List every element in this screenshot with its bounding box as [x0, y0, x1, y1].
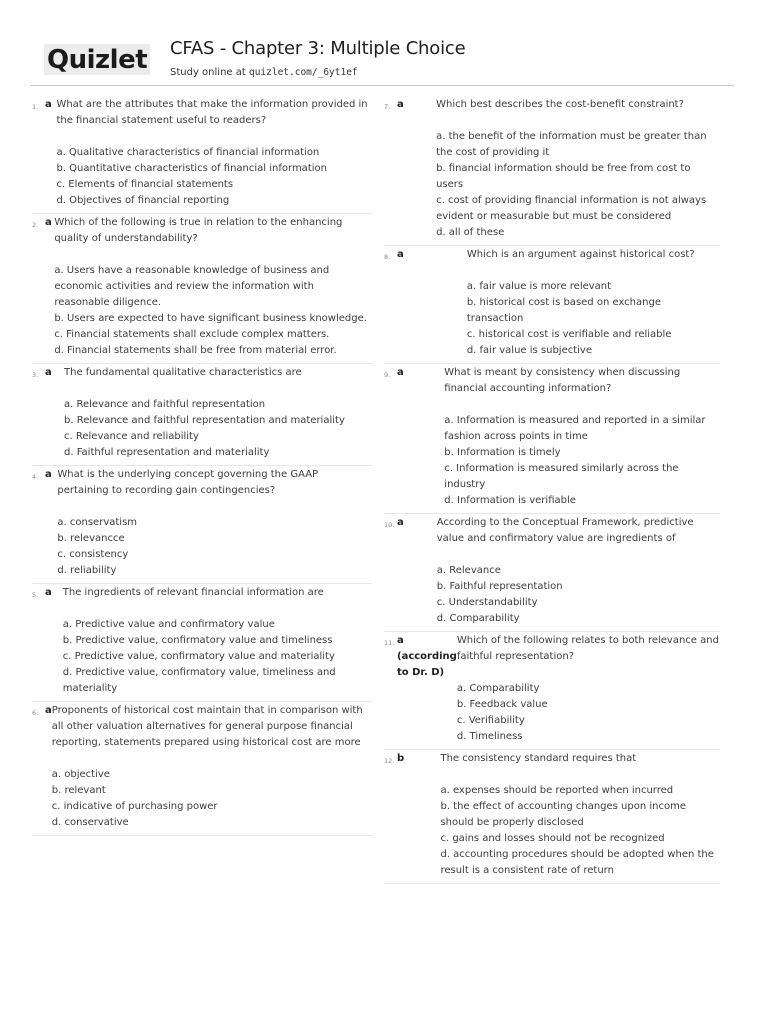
answer-option: d. accounting procedures should be adopted when the result is a consistent rate of return	[440, 849, 714, 876]
answer-option: b. relevancce	[57, 533, 125, 544]
question-text: According to the Conceptual Framework, predictive value and confirmatory value are ingredients of	[436, 517, 694, 544]
question-row	[384, 632, 720, 750]
answer-option: b. Quantitative characteristics of financial information	[56, 163, 327, 174]
answer-option: d. reliability	[57, 565, 117, 576]
answer-option: c. consistency	[57, 549, 129, 560]
answer-option: d. Information is verifiable	[444, 495, 576, 506]
answer-option: b. financial information should be free from cost to users	[436, 163, 691, 190]
left-question-column	[32, 96, 372, 836]
answer-option: c. indicative of purchasing power	[51, 801, 218, 812]
question-body	[64, 365, 372, 461]
answer-option: c. gains and losses should not be recognized	[440, 833, 665, 844]
answer-option: d. Timeliness	[456, 731, 523, 742]
question-text: Which of the following relates to both relevance and faithful representation?	[456, 635, 719, 662]
answer-option: a. Information is measured and reported in a similar fashion across points in time	[444, 415, 706, 442]
question-text: What is meant by consistency when discussing financial accounting information?	[444, 367, 681, 394]
answer-option: b. Faithful representation	[436, 581, 563, 592]
answer-option: d. all of these	[436, 227, 505, 238]
question-row	[384, 514, 720, 632]
question-row	[384, 96, 720, 246]
question-row	[32, 96, 372, 214]
question-body	[440, 751, 720, 879]
answer-key: a (according to Dr. D)	[397, 635, 457, 678]
answer-option: c. Predictive value, confirmatory value and materiality	[62, 651, 335, 662]
answer-option: a. Comparability	[456, 683, 540, 694]
question-text: What are the attributes that make the information provided in the financial statement useful to readers?	[56, 99, 368, 126]
answer-option: a. conservatism	[57, 517, 138, 528]
answer-option: a. Users have a reasonable knowledge of business and economic activities and review the information with reasonable diligence.	[54, 265, 330, 308]
question-text: The consistency standard requires that	[440, 753, 637, 764]
answer-option: c. cost of providing financial information is not always evident or measurable but must be considered	[436, 195, 707, 222]
quizlet-logo: Quizlet	[44, 44, 150, 75]
question-text: The fundamental qualitative characteristics are	[64, 367, 302, 378]
question-text: Proponents of historical cost maintain that in comparison with all other valuation alternatives for general purpose financial reporting, statements prepared using historical cost are more	[51, 705, 363, 748]
study-online-label: Study online at	[170, 67, 246, 78]
question-number: 12.	[384, 757, 395, 765]
study-online-line	[170, 66, 358, 80]
answer-option: d. conservative	[51, 817, 129, 828]
page-header	[0, 0, 768, 88]
answer-key: a	[397, 367, 404, 378]
question-text: Which best describes the cost-benefit constraint?	[436, 99, 684, 110]
answer-option: c. Elements of financial statements	[56, 179, 234, 190]
question-number: 10.	[384, 521, 395, 529]
answer-option: a. Relevance	[436, 565, 501, 576]
answer-option: b. Information is timely	[444, 447, 561, 458]
answer-key: b	[397, 753, 405, 764]
question-number: 3.	[32, 371, 39, 379]
answer-option: d. Comparability	[436, 613, 520, 624]
question-row	[32, 214, 372, 364]
question-body	[457, 633, 720, 745]
answer-option: b. Predictive value, confirmatory value and timeliness	[62, 635, 333, 646]
question-number: 5.	[32, 591, 39, 599]
answer-key: a	[45, 587, 52, 598]
question-number: 2.	[32, 221, 39, 229]
answer-option: a. the benefit of the information must be greater than the cost of providing it	[436, 131, 707, 158]
answer-key: a	[45, 217, 52, 228]
question-body	[437, 515, 720, 627]
question-number: 6.	[32, 709, 39, 717]
question-body	[63, 585, 372, 697]
answer-key: a	[45, 705, 52, 716]
answer-option: a. objective	[51, 769, 110, 780]
answer-key: a	[45, 367, 52, 378]
question-body	[436, 97, 720, 241]
answer-option: d. Objectives of financial reporting	[56, 195, 230, 206]
answer-key: a	[45, 99, 52, 110]
answer-key: a	[397, 249, 404, 260]
answer-option: b. Users are expected to have significant business knowledge.	[54, 313, 367, 324]
question-row	[384, 246, 720, 364]
question-body	[52, 703, 372, 831]
answer-option: b. Relevance and faithful representation and materiality	[64, 415, 345, 426]
question-row	[384, 750, 720, 884]
answer-option: c. Understandability	[436, 597, 538, 608]
answer-key: a	[397, 99, 404, 110]
question-text: What is the underlying concept governing the GAAP pertaining to recording gain contingencies?	[57, 469, 319, 496]
answer-key: a	[45, 469, 52, 480]
question-number: 11.	[384, 639, 395, 647]
answer-option: a. Predictive value and confirmatory value	[62, 619, 275, 630]
question-row	[32, 364, 372, 466]
question-body	[467, 247, 720, 359]
answer-option: c. Information is measured similarly across the industry	[444, 463, 679, 490]
question-row	[384, 364, 720, 514]
answer-option: b. the effect of accounting changes upon income should be properly disclosed	[440, 801, 686, 828]
answer-option: b. relevant	[51, 785, 106, 796]
question-text: The ingredients of relevant financial information are	[62, 587, 324, 598]
answer-key: a	[397, 517, 404, 528]
answer-option: c. Financial statements shall exclude complex matters.	[54, 329, 330, 340]
answer-option: a. fair value is more relevant	[466, 281, 612, 292]
answer-option: c. Verifiability	[456, 715, 525, 726]
question-number: 7.	[384, 103, 391, 111]
question-number: 8.	[384, 253, 391, 261]
answer-option: d. Faithful representation and materiality	[64, 447, 270, 458]
answer-option: a. expenses should be reported when incurred	[440, 785, 674, 796]
question-row	[32, 584, 372, 702]
answer-option: c. Relevance and reliability	[64, 431, 199, 442]
question-body	[54, 215, 372, 359]
answer-option: d. Financial statements shall be free from material error.	[54, 345, 337, 356]
header-divider	[30, 85, 734, 86]
answer-option: a. Relevance and faithful representation	[64, 399, 266, 410]
right-question-column	[384, 96, 720, 884]
question-body	[444, 365, 720, 509]
question-number: 4.	[32, 473, 39, 481]
answer-option: a. Qualitative characteristics of financial information	[56, 147, 320, 158]
answer-option: d. Predictive value, confirmatory value, timeliness and materiality	[62, 667, 336, 694]
question-number: 1.	[32, 103, 39, 111]
answer-option: b. Feedback value	[456, 699, 548, 710]
question-body	[56, 97, 372, 209]
question-row	[32, 702, 372, 836]
question-text: Which is an argument against historical cost?	[466, 249, 695, 260]
answer-option: d. fair value is subjective	[466, 345, 593, 356]
answer-option: c. historical cost is verifiable and reliable	[466, 329, 672, 340]
question-row	[32, 466, 372, 584]
question-number: 9.	[384, 371, 391, 379]
question-body	[57, 467, 372, 579]
question-text: Which of the following is true in relation to the enhancing quality of understandability?	[54, 217, 343, 244]
study-url-link[interactable]: quizlet.com/_6yt1ef	[248, 67, 358, 78]
answer-option: b. historical cost is based on exchange transaction	[466, 297, 661, 324]
page-title: CFAS - Chapter 3: Multiple Choice	[170, 38, 466, 59]
